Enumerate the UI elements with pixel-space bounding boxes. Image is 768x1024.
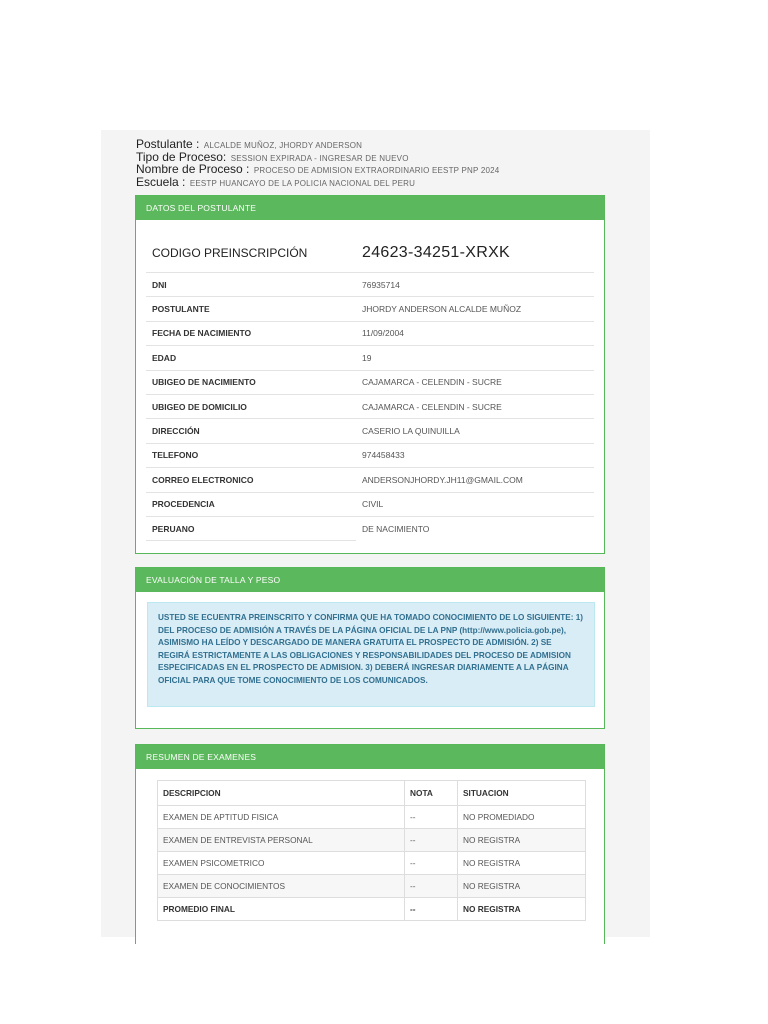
field-value: JHORDY ANDERSON ALCALDE MUÑOZ bbox=[356, 297, 594, 321]
field-label: EDAD bbox=[146, 346, 356, 370]
exam-descripcion: EXAMEN DE ENTREVISTA PERSONAL bbox=[158, 829, 405, 852]
column-header-nota: NOTA bbox=[405, 781, 458, 806]
datos-postulante-title: DATOS DEL POSTULANTE bbox=[136, 196, 604, 220]
escuela-value: EESTP HUANCAYO DE LA POLICIA NACIONAL DEL PERU bbox=[189, 178, 416, 188]
promedio-final-row bbox=[158, 898, 586, 921]
exam-descripcion: EXAMEN PSICOMETRICO bbox=[158, 852, 405, 875]
escuela-label: Escuela : bbox=[136, 174, 186, 189]
table-row bbox=[146, 468, 594, 492]
tipo-proceso-label: Tipo de Proceso: bbox=[136, 149, 227, 164]
table-row bbox=[146, 394, 594, 418]
field-value: ANDERSONJHORDY.JH11@GMAIL.COM bbox=[356, 468, 594, 492]
field-label: TELEFONO bbox=[146, 443, 356, 467]
table-row bbox=[158, 829, 586, 852]
exams-header-row bbox=[158, 781, 586, 806]
tipo-proceso-value: SESSION EXPIRADA - INGRESAR DE NUEVO bbox=[230, 153, 409, 163]
field-value: DE NACIMIENTO bbox=[362, 523, 430, 534]
exam-descripcion: PROMEDIO FINAL bbox=[158, 898, 405, 921]
field-value: 974458433 bbox=[356, 443, 594, 467]
exam-descripcion: EXAMEN DE CONOCIMIENTOS bbox=[158, 875, 405, 898]
evaluacion-title: EVALUACIÓN DE TALLA Y PESO bbox=[136, 568, 604, 592]
field-value: 76935714 bbox=[356, 273, 594, 297]
nombre-proceso-value: PROCESO DE ADMISION EXTRAORDINARIO EESTP PNP 2024 bbox=[253, 166, 500, 175]
postulante-value: ALCALDE MUÑOZ, JHORDY ANDERSON bbox=[203, 141, 363, 150]
table-row bbox=[146, 492, 594, 516]
exam-situacion: NO REGISTRA bbox=[458, 898, 586, 921]
exam-nota: -- bbox=[405, 806, 458, 829]
table-row bbox=[146, 516, 594, 540]
exams-table bbox=[157, 780, 586, 921]
field-value: 11/09/2004 bbox=[356, 321, 594, 345]
header-nombre-proceso bbox=[136, 163, 616, 176]
field-value: CIVIL bbox=[356, 492, 594, 516]
exam-nota: -- bbox=[405, 898, 458, 921]
field-label: FECHA DE NACIMIENTO bbox=[146, 321, 356, 345]
table-row bbox=[146, 297, 594, 321]
field-label: UBIGEO DE NACIMIENTO bbox=[146, 370, 356, 394]
info-alert: USTED SE ECUENTRA PREINSCRITO Y CONFIRMA QUE HA TOMADO CONOCIMIENTO DE LO SIGUIENTE: 1) DEL PROCESO DE ADMISIÓN A TRAVÉS DE LA PÁGINA OFICIAL DE LA PNP (http://www.policia.gob.pe), ASIMISMO HA LEÍDO Y DESCARGADO DE MANERA GRATUITA EL PROSPECTO DE ADMISIÓN. 2) SE REGIRÁ ESTRICTAMENTE A LAS OBLIGACIONES Y RESPONSABILIDADES DEL PROCESO DE ADMISION ESPECIFICADAS EN EL PROSPECTO DE ADMISION. 3) DEBERÁ INGRESAR DIARIAMENTE A LA PÁGINA OFICIAL PARA QUE TOME CONOCIMIENTO DE LOS COMUNICADOS. bbox=[147, 602, 595, 707]
header-escuela bbox=[136, 176, 616, 189]
column-header-situacion: SITUACION bbox=[458, 781, 586, 806]
field-label: CORREO ELECTRONICO bbox=[146, 468, 356, 492]
table-row bbox=[146, 346, 594, 370]
postulante-label: Postulante : bbox=[136, 137, 200, 151]
exam-nota: -- bbox=[405, 852, 458, 875]
field-label: UBIGEO DE DOMICILIO bbox=[146, 394, 356, 418]
exam-situacion: NO REGISTRA bbox=[458, 852, 586, 875]
exam-situacion: NO REGISTRA bbox=[458, 875, 586, 898]
evaluacion-panel bbox=[135, 567, 605, 729]
field-value: CASERIO LA QUINUILLA bbox=[356, 419, 594, 443]
table-row bbox=[158, 806, 586, 829]
exam-situacion: NO PROMEDIADO bbox=[458, 806, 586, 829]
table-row bbox=[146, 321, 594, 345]
table-row bbox=[146, 370, 594, 394]
codigo-label: CODIGO PREINSCRIPCIÓN bbox=[146, 234, 356, 273]
applicant-header bbox=[136, 138, 616, 188]
table-row bbox=[146, 273, 594, 297]
column-header-descripcion: DESCRIPCION bbox=[158, 781, 405, 806]
resumen-examenes-panel bbox=[135, 744, 605, 944]
resumen-examenes-title: RESUMEN DE EXAMENES bbox=[136, 745, 604, 769]
field-label: PROCEDENCIA bbox=[146, 492, 356, 516]
field-label: DNI bbox=[146, 273, 356, 297]
nombre-proceso-label: Nombre de Proceso : bbox=[136, 162, 250, 176]
exam-descripcion: EXAMEN DE APTITUD FISICA bbox=[158, 806, 405, 829]
table-row bbox=[158, 852, 586, 875]
field-value: CAJAMARCA - CELENDIN - SUCRE bbox=[356, 370, 594, 394]
field-label: DIRECCIÓN bbox=[146, 419, 356, 443]
exam-nota: -- bbox=[405, 875, 458, 898]
table-row bbox=[146, 443, 594, 467]
datos-postulante-table bbox=[146, 234, 594, 541]
table-row bbox=[158, 875, 586, 898]
field-value: 19 bbox=[356, 346, 594, 370]
codigo-value: 24623-34251-XRXK bbox=[356, 234, 594, 273]
field-label: POSTULANTE bbox=[146, 297, 356, 321]
table-row bbox=[146, 419, 594, 443]
exam-nota: -- bbox=[405, 829, 458, 852]
field-value: CAJAMARCA - CELENDIN - SUCRE bbox=[356, 394, 594, 418]
exam-situacion: NO REGISTRA bbox=[458, 829, 586, 852]
codigo-row bbox=[146, 234, 594, 273]
field-label: PERUANO bbox=[146, 516, 356, 540]
datos-postulante-panel bbox=[135, 195, 605, 554]
